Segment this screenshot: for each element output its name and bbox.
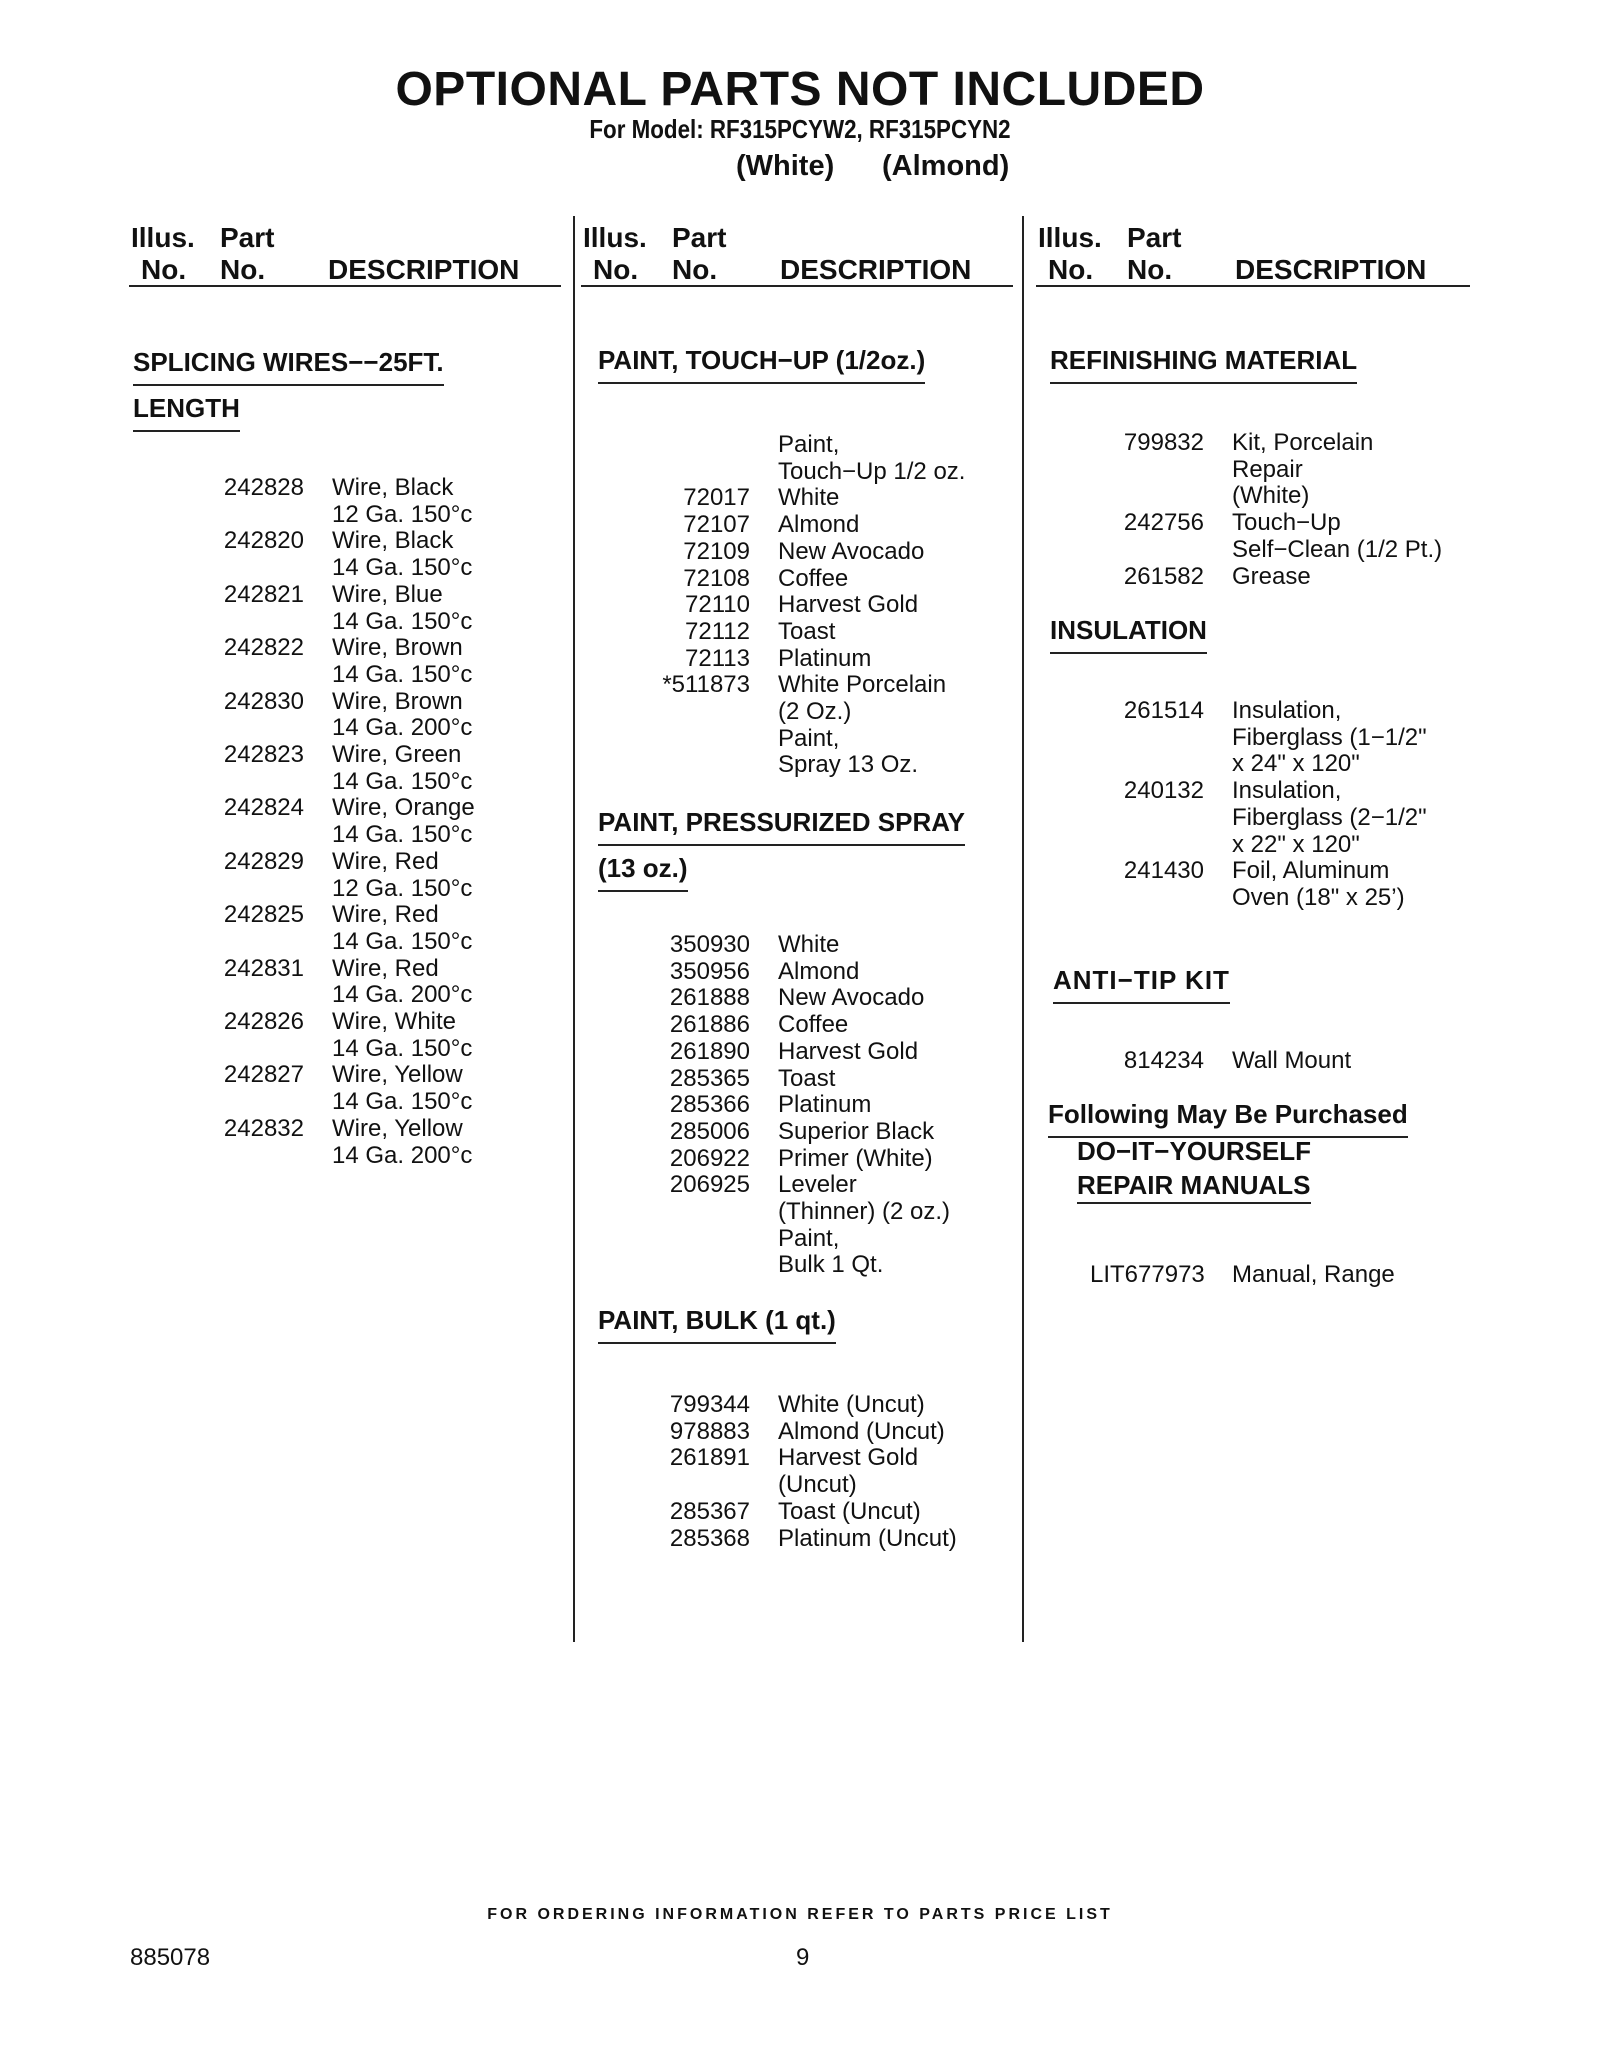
part-row: [640, 539, 1020, 566]
part-row: [640, 1526, 1020, 1553]
col3-manuals-list: [1090, 1262, 1470, 1289]
part-row: [200, 1116, 560, 1169]
col3-anti-tip-list: [1090, 1048, 1470, 1075]
part-number: 242824: [223, 794, 304, 822]
part-row: [1090, 1048, 1470, 1075]
part-row: [1090, 1262, 1470, 1289]
part-number: 285367: [669, 1497, 750, 1525]
part-row: [640, 932, 1020, 959]
part-description: Wire, White 14 Ga. 150°c: [332, 1008, 473, 1062]
part-row: [1090, 698, 1470, 778]
part-row: [640, 432, 1020, 485]
part-description: Wire, Yellow 14 Ga. 150°c: [332, 1061, 473, 1116]
col1-header-illus: Illus. No.: [131, 222, 195, 285]
part-row: [640, 1445, 1020, 1498]
col1-header-rule: [129, 285, 561, 287]
part-number: 242829: [223, 847, 304, 875]
color-label-white: (White): [736, 150, 835, 182]
part-row: [1090, 564, 1470, 591]
part-description: White Porcelain (2 Oz.) Paint, Spray 13 Oz.: [778, 671, 947, 779]
part-row: [200, 795, 560, 848]
part-number: 242823: [223, 741, 304, 769]
part-row: [200, 635, 560, 688]
part-number: 242820: [223, 527, 304, 555]
part-number: 242821: [223, 580, 304, 608]
part-number: 978883: [669, 1417, 750, 1445]
section-splicing-wires: SPLICING WIRES−−25FT. LENGTH: [133, 340, 444, 432]
part-description: Touch−Up Self−Clean (1/2 Pt.): [1232, 509, 1443, 563]
col1-header-description: DESCRIPTION: [328, 254, 520, 285]
part-row: [200, 1009, 560, 1062]
part-description: Coffee: [778, 564, 849, 592]
document-number: 885078: [130, 1944, 211, 1971]
page-title: OPTIONAL PARTS NOT INCLUDED: [395, 63, 1205, 116]
part-row: [1090, 510, 1470, 563]
part-description: Wire, Yellow 14 Ga. 200°c: [332, 1114, 473, 1169]
part-number: 72112: [685, 617, 750, 645]
part-number: 242822: [223, 634, 304, 662]
part-description: Harvest Gold: [778, 1037, 919, 1065]
part-row: [200, 742, 560, 795]
section-paint-touch-up: PAINT, TOUCH−UP (1/2oz.): [598, 338, 925, 384]
part-number: 285365: [669, 1064, 750, 1092]
col1-header-part: Part No.: [220, 222, 275, 285]
ordering-footer: FOR ORDERING INFORMATION REFER TO PARTS PRICE LIST: [487, 1906, 1113, 1923]
part-description: Wall Mount: [1232, 1047, 1352, 1074]
col3-refinishing-list: [1090, 430, 1470, 590]
part-description: Kit, Porcelain Repair (White): [1232, 429, 1374, 510]
part-row: [640, 485, 1020, 512]
part-number: 242756: [1123, 509, 1204, 537]
part-description: Wire, Orange 14 Ga. 150°c: [332, 794, 475, 849]
part-number: 261514: [1123, 697, 1204, 724]
part-number: 242828: [223, 474, 304, 501]
part-number: 206922: [669, 1144, 750, 1172]
col2-header-rule: [581, 285, 1013, 287]
part-number: 242825: [223, 901, 304, 929]
part-row: [640, 1092, 1020, 1119]
part-number: 72109: [683, 537, 750, 565]
model-subtitle: For Model: RF315PCYW2, RF315PCYN2: [589, 114, 1011, 144]
part-description: Insulation, Fiberglass (1−1/2" x 24" x 120": [1232, 697, 1427, 778]
part-number: 72107: [683, 511, 750, 539]
part-number: 261582: [1123, 562, 1204, 590]
part-number: 285006: [669, 1117, 750, 1145]
part-description: Wire, Red 12 Ga. 150°c: [332, 847, 473, 902]
part-row: [640, 566, 1020, 593]
part-description: Manual, Range: [1232, 1261, 1395, 1288]
page-number: 9: [796, 1944, 810, 1971]
part-number: 242831: [223, 954, 304, 982]
part-number: 242826: [223, 1008, 304, 1036]
part-number: 285368: [669, 1524, 750, 1552]
part-description: Almond: [778, 511, 860, 539]
part-number: 350956: [669, 957, 750, 985]
part-description: Wire, Black 14 Ga. 150°c: [332, 527, 473, 582]
part-number: 285366: [669, 1091, 750, 1119]
col3-header-rule: [1036, 285, 1470, 287]
part-row: [200, 582, 560, 635]
part-number: LIT677973: [1090, 1261, 1205, 1288]
section-insulation: INSULATION: [1050, 608, 1207, 654]
part-description: Platinum: [778, 644, 872, 672]
part-number: 72108: [683, 564, 750, 592]
part-row: [640, 592, 1020, 619]
col3-header-part: Part No.: [1127, 222, 1182, 285]
part-description: White: [778, 484, 840, 512]
col2-bulk-list: [640, 1392, 1020, 1552]
part-row: [640, 619, 1020, 646]
part-description: Almond (Uncut): [778, 1417, 945, 1445]
part-number: 261888: [669, 984, 750, 1012]
col3-header-description: DESCRIPTION: [1235, 254, 1427, 285]
part-description: New Avocado: [778, 984, 925, 1012]
part-description: Leveler (Thinner) (2 oz.) Paint, Bulk 1 Qt.: [778, 1171, 951, 1279]
part-description: Wire, Blue 14 Ga. 150°c: [332, 580, 473, 635]
part-description: Platinum: [778, 1091, 872, 1119]
col2-header-illus: Illus. No.: [583, 222, 647, 285]
part-description: Insulation, Fiberglass (2−1/2" x 22" x 120": [1232, 777, 1427, 858]
part-number: 72113: [685, 644, 750, 672]
part-row: [200, 1062, 560, 1115]
part-row: [200, 528, 560, 581]
part-number: 350930: [669, 931, 750, 958]
part-description: Primer (White): [778, 1144, 933, 1172]
part-number: 72110: [685, 591, 750, 619]
part-row: [640, 1119, 1020, 1146]
part-description: Wire, Red 14 Ga. 150°c: [332, 901, 473, 955]
part-row: [1090, 430, 1470, 510]
col2-touch-up-list: [640, 432, 1020, 779]
part-row: [1090, 858, 1470, 911]
column-divider-1: [573, 216, 575, 1642]
part-description: White (Uncut): [778, 1391, 925, 1418]
col3-insulation-list: [1090, 698, 1470, 912]
part-description: Wire, Black 12 Ga. 150°c: [332, 474, 473, 528]
part-number: 240132: [1123, 777, 1204, 805]
section-paint-bulk: PAINT, BULK (1 qt.): [598, 1298, 836, 1344]
part-description: Foil, Aluminum Oven (18" x 25’): [1232, 857, 1405, 911]
col2-header-description: DESCRIPTION: [780, 254, 972, 285]
part-row: [640, 672, 1020, 779]
part-number: 242830: [223, 687, 304, 715]
part-row: [640, 1012, 1020, 1039]
part-row: [1090, 778, 1470, 858]
part-number: 241430: [1123, 857, 1204, 885]
part-row: [200, 849, 560, 902]
col2-pressurized-spray-list: [640, 932, 1020, 1279]
color-label-almond: (Almond): [882, 150, 1010, 182]
part-description: Harvest Gold: [778, 591, 919, 619]
part-number: *511873: [662, 671, 750, 699]
part-description: Toast: [778, 617, 836, 645]
part-number: 242832: [223, 1114, 304, 1142]
part-row: [640, 959, 1020, 986]
part-description: Wire, Brown 14 Ga. 200°c: [332, 687, 473, 742]
part-row: [640, 646, 1020, 673]
col3-header-illus: Illus. No.: [1038, 222, 1102, 285]
part-number: 242827: [223, 1061, 304, 1089]
part-row: [640, 1172, 1020, 1279]
part-description: Paint, Touch−Up 1/2 oz.: [778, 431, 966, 485]
part-description: White: [778, 931, 840, 958]
part-row: [640, 512, 1020, 539]
part-description: Wire, Green 14 Ga. 150°c: [332, 741, 473, 795]
part-row: [200, 475, 560, 528]
part-description: Platinum (Uncut): [778, 1524, 957, 1552]
part-number: 261890: [669, 1037, 750, 1065]
part-row: [640, 1419, 1020, 1446]
part-number: 206925: [669, 1171, 750, 1199]
column-divider-2: [1022, 216, 1024, 1642]
part-description: Grease: [1232, 562, 1311, 590]
part-description: Harvest Gold (Uncut): [778, 1444, 919, 1499]
part-row: [640, 1039, 1020, 1066]
col1-parts-list: [200, 475, 560, 1169]
part-description: Coffee: [778, 1011, 849, 1039]
section-refinishing-material: REFINISHING MATERIAL: [1050, 338, 1357, 384]
part-row: [640, 1146, 1020, 1173]
part-row: [640, 1392, 1020, 1419]
part-description: Superior Black: [778, 1117, 935, 1145]
purchase-heading: Following May Be Purchased: [1048, 1092, 1408, 1138]
part-row: [200, 902, 560, 955]
part-number: 261886: [669, 1011, 750, 1039]
col2-header-part: Part No.: [672, 222, 727, 285]
part-number: 799344: [669, 1391, 750, 1418]
part-row: [640, 985, 1020, 1012]
part-description: Toast: [778, 1064, 836, 1092]
part-number: 72017: [683, 484, 750, 512]
part-number: 799832: [1123, 429, 1204, 456]
section-anti-tip-kit: ANTI−TIP KIT: [1053, 958, 1230, 1004]
part-description: Wire, Brown 14 Ga. 150°c: [332, 634, 473, 688]
section-paint-pressurized-spray: PAINT, PRESSURIZED SPRAY (13 oz.): [598, 800, 965, 892]
part-row: [200, 956, 560, 1009]
part-description: Almond: [778, 957, 860, 985]
part-description: New Avocado: [778, 537, 925, 565]
part-description: Toast (Uncut): [778, 1497, 921, 1525]
part-number: 261891: [669, 1444, 750, 1472]
part-row: [640, 1066, 1020, 1093]
part-number: 814234: [1123, 1047, 1204, 1074]
section-diy-repair-manuals: DO−IT−YOURSELF REPAIR MANUALS: [1077, 1134, 1311, 1204]
part-row: [200, 689, 560, 742]
part-description: Wire, Red 14 Ga. 200°c: [332, 954, 473, 1009]
part-row: [640, 1499, 1020, 1526]
